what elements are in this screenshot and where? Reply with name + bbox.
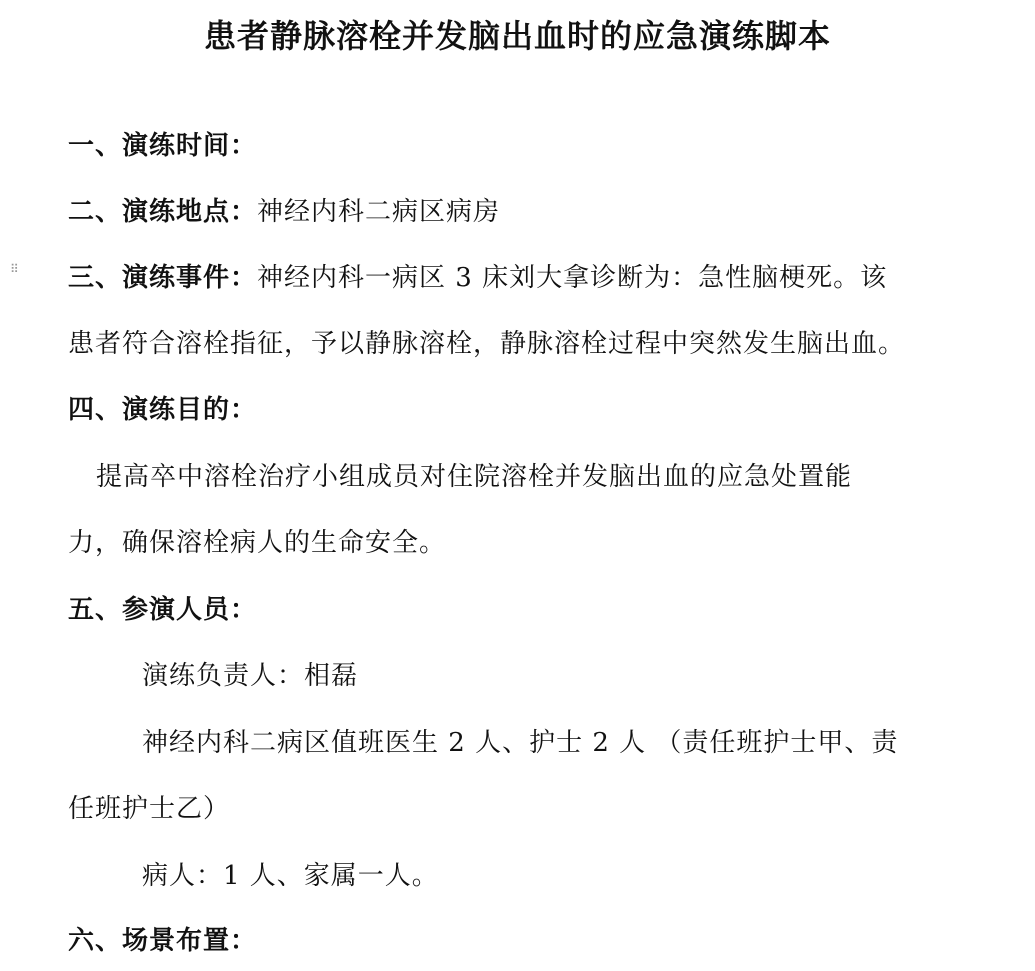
section-time-label: 一、演练时间： — [68, 131, 258, 161]
section-event-line1: 神经内科一病区 3 床刘大拿诊断为：急性脑梗死。该 — [257, 263, 888, 293]
section-place-value: 神经内科二病区病房 — [257, 197, 501, 227]
section-time — [68, 126, 257, 166]
section-purpose-line1: 提高卒中溶栓治疗小组成员对住院溶栓并发脑出血的应急处置能 — [96, 462, 853, 492]
section-scene-label: 六、场景布置： — [68, 926, 258, 956]
section-event — [68, 258, 887, 298]
section-participants-label: 五、参演人员： — [68, 595, 258, 625]
section-event-line2: 患者符合溶栓指征，予以静脉溶栓，静脉溶栓过程中突然发生脑出血。 — [68, 329, 906, 359]
participants-staff-line2: 任班护士乙） — [68, 794, 231, 824]
participants-leader: 演练负责人：相磊 — [142, 661, 359, 691]
section-place — [68, 192, 500, 232]
section-purpose-label: 四、演练目的： — [68, 395, 258, 425]
participants-patient: 病人：1 人、家属一人。 — [142, 861, 439, 891]
participants-staff-line1: 神经内科二病区值班医生 2 人、护士 2 人 （责任班护士甲、责 — [142, 728, 899, 758]
section-purpose-line2: 力，确保溶栓病人的生命安全。 — [68, 528, 447, 558]
section-event-label: 三、演练事件： — [68, 263, 258, 293]
section-place-label: 二、演练地点： — [68, 197, 258, 227]
drag-handle-icon[interactable]: ⠿ — [10, 262, 19, 276]
document-title: 患者静脉溶栓并发脑出血时的应急演练脚本 — [203, 17, 831, 55]
